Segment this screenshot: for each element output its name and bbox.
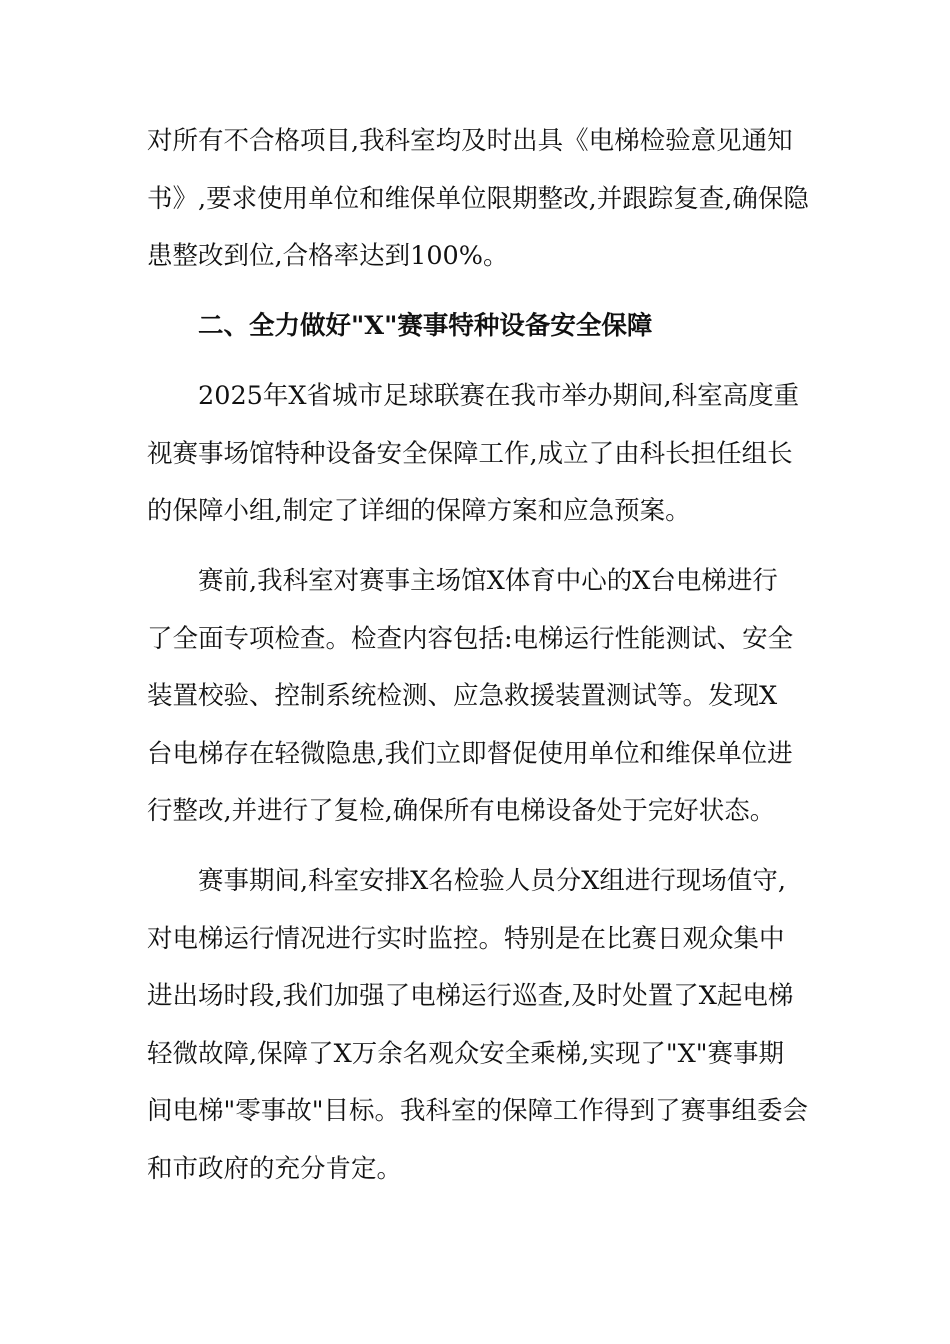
text-line: 轻微故障,保障了X万余名观众安全乘梯,实现了"X"赛事期 <box>147 1038 784 1069</box>
paragraph-pre-event <box>147 563 807 851</box>
text-line: 对所有不合格项目,我科室均及时出具《电梯检验意见通知 <box>147 126 793 156</box>
text-line: 间电梯"零事故"目标。我科室的保障工作得到了赛事组委会 <box>147 1096 808 1126</box>
section-heading <box>147 308 807 366</box>
text-line: 赛事期间,科室安排X名检验人员分X组进行现场值守, <box>147 866 787 896</box>
document-page <box>147 123 807 1221</box>
text-line: 和市政府的充分肯定。 <box>147 1153 403 1184</box>
text-line: 台电梯存在轻微隐患,我们立即督促使用单位和维保单位进 <box>147 738 793 769</box>
text-line: 对电梯运行情况进行实时监控。特别是在比赛日观众集中 <box>147 923 785 954</box>
text-line: 赛前,我科室对赛事主场馆X体育中心的X台电梯进行 <box>147 566 778 596</box>
text-line: 行整改,并进行了复检,确保所有电梯设备处于完好状态。 <box>147 796 776 826</box>
text-line: 2025年X省城市足球联赛在我市举办期间,科室高度重 <box>147 381 800 411</box>
paragraph-during-event <box>147 863 807 1208</box>
text-line: 进出场时段,我们加强了电梯运行巡查,及时处置了X起电梯 <box>147 981 794 1011</box>
text-line: 的保障小组,制定了详细的保障方案和应急预案。 <box>147 496 691 526</box>
text-line: 了全面专项检查。检查内容包括:电梯运行性能测试、安全 <box>147 623 794 654</box>
text-line: 视赛事场馆特种设备安全保障工作,成立了由科长担任组长 <box>147 438 793 469</box>
text-line: 患整改到位,合格率达到100%。 <box>147 241 509 271</box>
text-line: 书》,要求使用单位和维保单位限期整改,并跟踪复查,确保隐 <box>147 183 809 214</box>
paragraph-intro <box>147 378 807 551</box>
paragraph-inspection-result <box>147 123 807 296</box>
text-line: 装置校验、控制系统检测、应急救援装置测试等。发现X <box>147 681 778 711</box>
heading-text: 二、全力做好"X"赛事特种设备安全保障 <box>198 311 653 341</box>
